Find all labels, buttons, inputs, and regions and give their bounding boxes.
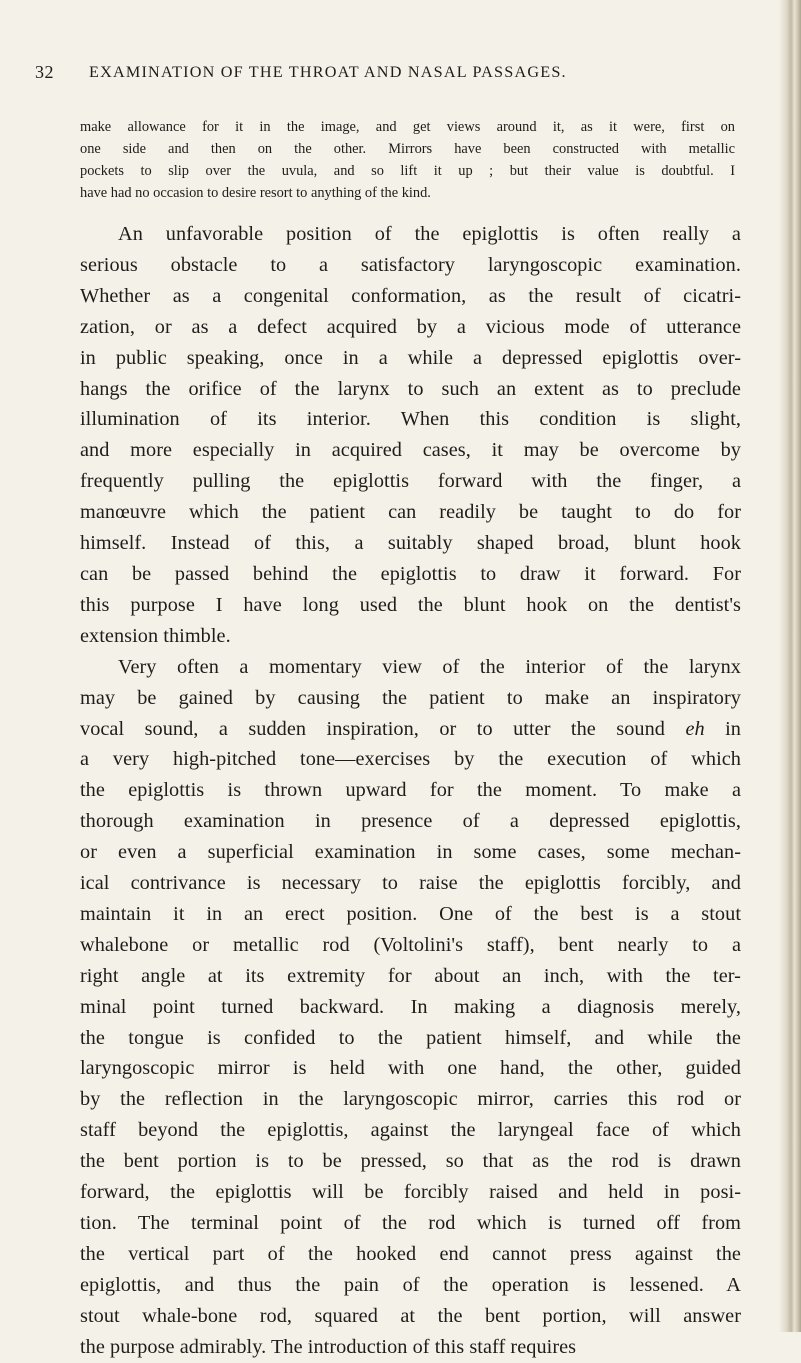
body-line: zation, or as a defect acquired by a vicious mode of utterance	[80, 315, 741, 338]
body-line: the tongue is confided to the patient himself, and while the	[80, 1026, 741, 1049]
body-line: thorough examination in presence of a depressed epiglottis,	[80, 810, 741, 833]
body-line: the purpose admirably. The introduction of this staff requires	[80, 1335, 577, 1358]
body-line: the bent portion is to be pressed, so that as the rod is drawn	[80, 1150, 741, 1173]
small-text-line: make allowance for it in the image, and get views around it, as it were, first on	[80, 119, 735, 135]
small-text-line: have had no occasion to desire resort to anything of the kind.	[80, 185, 431, 201]
body-line: the epiglottis is thrown upward for the moment. To make a	[80, 779, 741, 802]
body-line: forward, the epiglottis will be forcibly raised and held in posi-	[80, 1181, 741, 1204]
body-line: epiglottis, and thus the pain of the operation is lessened. A	[80, 1273, 741, 1296]
body-line: frequently pulling the epiglottis forward with the finger, a	[80, 470, 741, 493]
body-line: himself. Instead of this, a suitably shaped broad, blunt hook	[80, 532, 741, 555]
body-line: right angle at its extremity for about an inch, with the ter-	[80, 964, 741, 987]
body-line: extension thimble.	[80, 624, 231, 647]
body-line: by the reflection in the laryngoscopic mirror, carries this rod or	[80, 1088, 741, 1111]
body-line: Very often a momentary view of the interior of the larynx	[118, 655, 741, 678]
body-line: staff beyond the epiglottis, against the laryngeal face of which	[80, 1119, 741, 1142]
paragraph-momentary-view	[80, 652, 741, 1363]
body-line: tion. The terminal point of the rod which is turned off from	[80, 1212, 741, 1234]
body-line-text: in	[725, 717, 742, 740]
body-line: Whether as a congenital conformation, as the result of cicatri-	[80, 284, 741, 307]
body-line: this purpose I have long used the blunt hook on the dentist's	[80, 593, 741, 616]
page-gutter-edge	[779, 0, 801, 1332]
body-line: and more especially in acquired cases, it may be overcome by	[80, 439, 741, 462]
body-line: manœuvre which the patient can readily be taught to do for	[80, 501, 741, 524]
body-line-text: vocal sound, a sudden inspiration, or to utter the sound	[80, 717, 665, 740]
body-line: serious obstacle to a satisfactory laryngoscopic examination.	[80, 253, 741, 276]
page-header	[35, 62, 725, 86]
body-line: the vertical part of the hooked end cannot press against the	[80, 1242, 741, 1265]
body-line: a very high-pitched tone—exercises by the execution of which	[80, 748, 741, 771]
body-line: ical contrivance is necessary to raise the epiglottis forcibly, and	[80, 872, 741, 895]
body-line: laryngoscopic mirror is held with one hand, the other, guided	[80, 1057, 741, 1080]
small-text-line: pockets to slip over the uvula, and so lift it up ; but their value is doubtful. I	[80, 163, 735, 179]
body-line: maintain it in an erect position. One of the best is a stout	[80, 902, 741, 925]
body-line: in public speaking, once in a while a depressed epiglottis over-	[80, 346, 741, 369]
body-line: may be gained by causing the patient to make an inspiratory	[80, 686, 741, 709]
body-line: stout whale-bone rod, squared at the bent portion, will answer	[80, 1304, 741, 1327]
body-line: illumination of its interior. When this condition is slight,	[80, 408, 741, 431]
page-number: 32	[35, 62, 54, 82]
body-line: or even a superficial examination in some cases, some mechan-	[80, 841, 741, 864]
small-print-paragraph	[80, 116, 735, 204]
paragraph-epiglottis-position	[80, 219, 741, 652]
small-text-line: one side and then on the other. Mirrors have been constructed with metallic	[80, 141, 735, 157]
body-line: minal point turned backward. In making a diagnosis merely,	[80, 995, 741, 1018]
italic-sound-eh: eh	[685, 717, 705, 740]
main-body-text	[80, 219, 741, 1363]
body-line: hangs the orifice of the larynx to such an extent as to preclude	[80, 377, 741, 400]
running-head: EXAMINATION OF THE THROAT AND NASAL PASSAGES.	[89, 63, 567, 81]
body-line: An unfavorable position of the epiglottis is often really a	[118, 223, 741, 245]
body-line: whalebone or metallic rod (Voltolini's staff), bent nearly to a	[80, 933, 741, 956]
body-line	[80, 714, 741, 745]
body-line: can be passed behind the epiglottis to draw it forward. For	[80, 562, 741, 585]
